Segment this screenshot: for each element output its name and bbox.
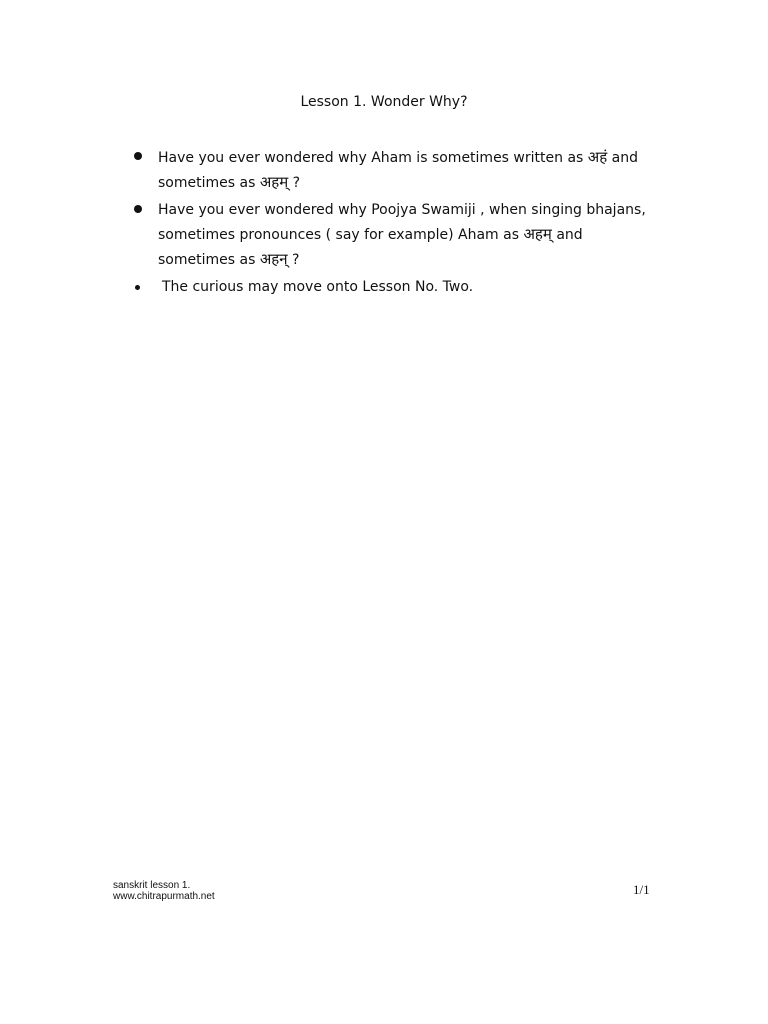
page-number: 1/1 [633, 882, 650, 897]
bullet-text-before: Have you ever wondered why Poojya Swamiji , when singing bhajans, sometimes pronounces ( say for example) Aham as [158, 202, 646, 243]
list-item [132, 198, 652, 272]
bullet-icon [135, 285, 140, 290]
bullet-list [132, 145, 652, 302]
bullet-icon [134, 205, 142, 213]
footer-line-2: www.chitrapurmath.net [113, 891, 215, 902]
bullet-text-before: Have you ever wondered why Aham is sometimes written as [158, 150, 588, 166]
footer-source [113, 880, 215, 902]
bullet-text-mid: and sometimes as [158, 150, 638, 191]
list-item [132, 275, 652, 299]
list-item [132, 145, 652, 195]
devanagari-word: अहं [587, 148, 608, 166]
devanagari-word: अहन् [259, 250, 288, 268]
devanagari-word: अहम् [523, 225, 552, 243]
bullet-text-after: ? [288, 175, 301, 191]
bullet-icon [134, 152, 142, 160]
devanagari-word: अहम् [259, 173, 289, 191]
lesson-title: Lesson 1. Wonder Why? [300, 94, 468, 110]
bullet-text: The curious may move onto Lesson No. Two. [162, 279, 474, 295]
footer-line-1: sanskrit lesson 1. [113, 880, 191, 891]
bullet-text-mid: and sometimes as [158, 227, 583, 268]
bullet-text-after: ? [287, 252, 300, 268]
